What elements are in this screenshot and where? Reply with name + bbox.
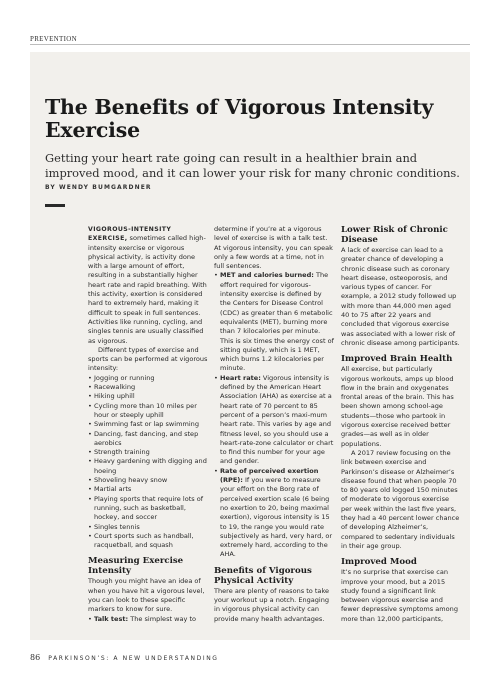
paragraph: Different types of exercise and sports can be performed at vigorous intensity:	[88, 345, 208, 373]
item-label: Rate of perceived exertion (RPE):	[220, 466, 319, 485]
list-item: • Hiking uphill	[88, 392, 208, 401]
intro-paragraph	[88, 225, 208, 346]
column-1	[88, 225, 208, 624]
section-heading: Lower Risk of Chronic Disease	[341, 225, 448, 245]
paragraph: There are plenty of reasons to take your workout up a notch. Engaging in vigorous physical activity can provide many health advantages.	[214, 586, 330, 623]
paragraph: A lack of exercise can lead to a greater chance of developing a chronic disease such as coronary heart disease, osteoporosis, and various types of cancer. For example, a 2012 study followed up with more than 44,000 men aged 40 to 75 after 22 years and concluded that vigorous exercise was associated with a lower risk of chronic disease among participants.	[341, 246, 460, 347]
section-heading: Improved Mood	[341, 557, 417, 568]
byline-divider	[45, 204, 65, 207]
section-heading: Improved Brain Health	[341, 354, 453, 365]
marker-list	[214, 271, 334, 559]
section-heading: Measuring Exercise Intensity	[88, 556, 184, 577]
item-label: MET and calories burned:	[220, 271, 314, 280]
intro-text: sometimes called high-intensity exercise or vigorous physical activity, is activity done with a large amount of effort, resulting in a substantially higher heart rate and rapid breathing. With this activity, exertion is considered hard to extremely hard, making it difficult to speak in full sentences. Activities like running, cycling, and singles tennis are usually classified as vigorous.	[88, 234, 207, 345]
item-label: Heart rate:	[220, 373, 261, 382]
paragraph: It’s no surprise that exercise can improve your mood, but a 2015 study found a significant link between vigorous exercise and fewer depressive symptoms among more than 12,000 participants,	[341, 568, 458, 623]
lead-in: VIGOROUS-INTENSITY EXERCISE,	[88, 226, 172, 243]
section-label: PREVENTION	[30, 35, 77, 43]
list-item: • Singles tennis	[88, 523, 208, 532]
header-divider	[30, 44, 470, 45]
section-heading: Benefits of Vigorous Physical Activity	[214, 565, 312, 586]
column-3	[341, 225, 461, 624]
page-number: 86	[30, 653, 41, 662]
list-item: • Racewalking	[88, 383, 208, 392]
list-item	[214, 374, 334, 467]
list-item: • Playing sports that require lots of running, such as basketball, hockey, and soccer	[88, 495, 208, 523]
paragraph: Though you might have an idea of when you have hit a vigorous level, you can look to these specific markers to know for sure.	[88, 577, 205, 614]
list-item: • Strength training	[88, 448, 208, 457]
marker-list	[88, 615, 208, 624]
article-title: The Benefits of Vigorous Intensity Exercise	[45, 95, 434, 142]
list-item: • Dancing, fast dancing, and step aerobics	[88, 430, 208, 449]
list-item	[214, 467, 334, 560]
item-label: Talk test:	[94, 614, 129, 623]
item-text: The effort required for vigorous-intensity exercise is defined by the Centers for Disease Control (CDC) as greater than 6 metabolic equivalents (MET), burning more than 7 kilocalories per minute. This is six times the energy cost of sitting quietly, which is 1 MET, which burns 1.2 kilocalories per minute.	[220, 271, 334, 373]
list-item	[88, 615, 208, 624]
list-item: • Swimming fast or lap swimming	[88, 420, 208, 429]
byline: BY WENDY BUMGARDNER	[45, 184, 152, 191]
item-text: Vigorous intensity is defined by the American Heart Association (AHA) as exercise at a heart rate of 70 percent to 85 percent of a person’s maxi-mum heart rate. This varies by age and fitness level, so you should use a heart-rate-zone calculator or chart to find this number for your age and gender.	[220, 373, 334, 466]
list-item: • Cycling more than 10 miles per hour or steeply uphill	[88, 402, 208, 421]
paragraph: A 2017 review focusing on the link between exercise and Parkinson’s disease or Alzheimer’s disease found that when people 70 to 80 years old logged 150 minutes of moderate to vigorous exercise per week within the last five years, they had a 40 percent lower chance of developing Alzheimer’s, compared to sedentary individuals in their age group.	[341, 448, 460, 550]
item-text: If you were to measure your effort on the Borg rate of perceived exertion scale (6 being no exertion to 20, being maximal exertion), vigorous intensity is 15 to 19, the range you would rate subjectively as hard, very hard, or extremely hard, according to the AHA.	[220, 476, 333, 559]
article-subtitle: Getting your heart rate going can result in a healthier brain and improved mood, and it can lower your risk for many chronic conditions.	[45, 151, 460, 180]
list-item: • Martial arts	[88, 485, 208, 494]
item-text: The simplest way to	[128, 614, 197, 623]
list-item	[214, 271, 334, 373]
list-item: • Court sports such as handball, racquetball, and squash	[88, 532, 208, 551]
paragraph: determine if you’re at a vigorous level of exercise is with a talk test. At vigorous intensity, you can speak only a few words at a time, not in full sentences.	[214, 225, 333, 271]
list-item: • Jogging or running	[88, 374, 208, 383]
publication-title: PARKINSON’S: A NEW UNDERSTANDING	[48, 655, 219, 662]
list-item: • Heavy gardening with digging and hoeing	[88, 457, 208, 476]
column-2	[214, 225, 334, 624]
activity-list	[88, 374, 208, 551]
page-footer	[30, 653, 219, 662]
list-item: • Shoveling heavy snow	[88, 476, 208, 485]
paragraph: All exercise, but particularly vigorous workouts, amps up blood flow in the brain and oxygenates frontal areas of the brain. This has been shown among school-age students—those who partook in vigorous exercise received better grades—as well as in older populations.	[341, 365, 454, 448]
